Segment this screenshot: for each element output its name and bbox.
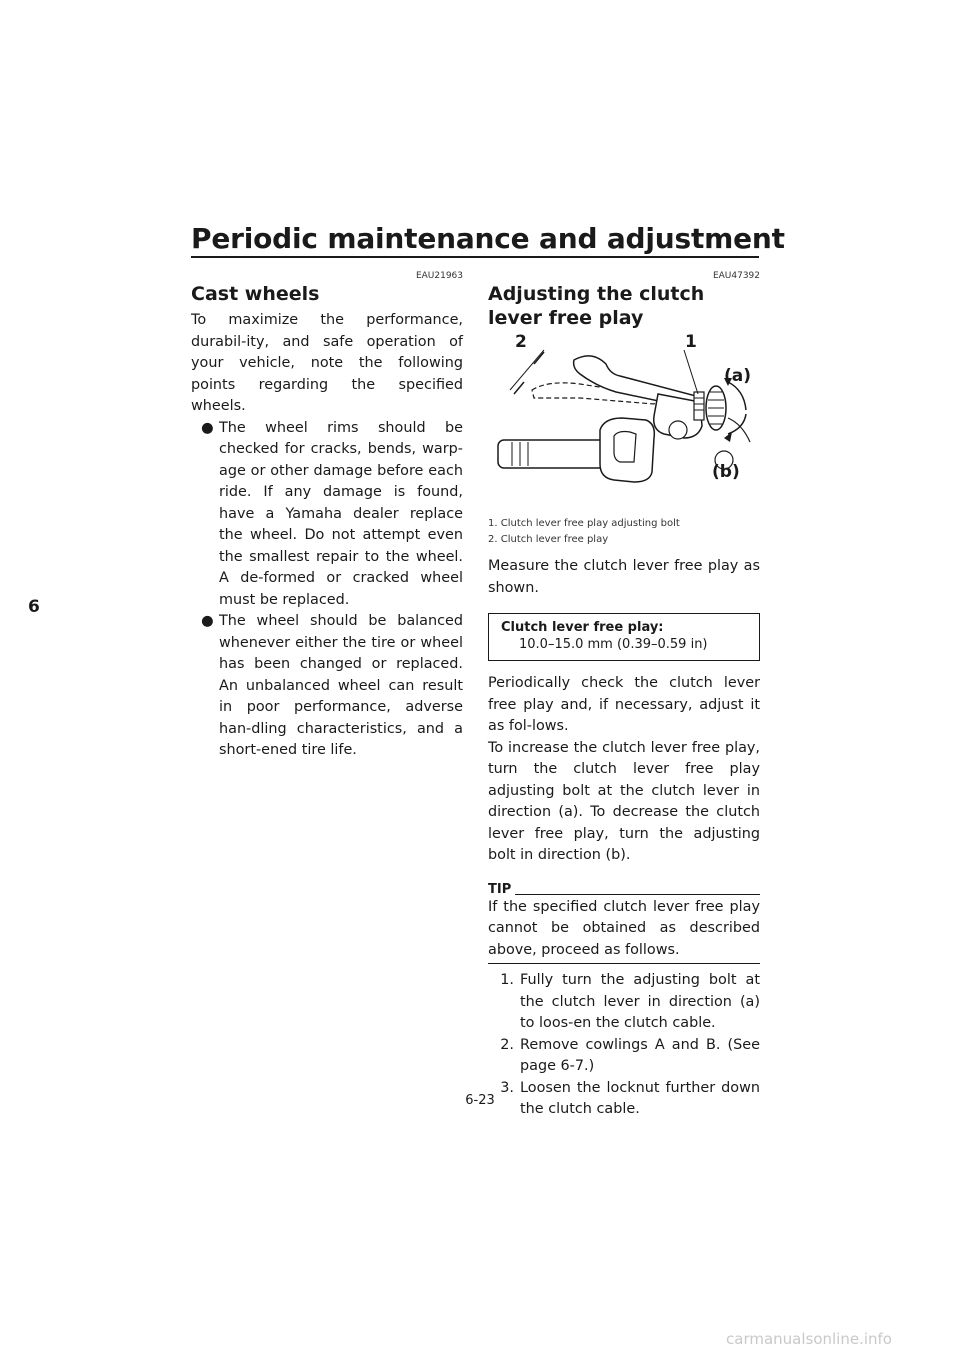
- step-item: [488, 1035, 760, 1078]
- tip-end-rule: [488, 963, 760, 964]
- clutch-lever-figure: [488, 334, 760, 514]
- step-number: 1.: [500, 972, 514, 988]
- callout-b: (b): [712, 462, 740, 482]
- intro-paragraph: To maximize the performance, durabil-ity, and safe operation of your vehicle, note the following points regarding the specified wheels.: [191, 312, 463, 414]
- figure-captions: [488, 516, 760, 548]
- section-code: EAU47392: [712, 271, 760, 281]
- bullet-icon: ●: [201, 613, 214, 629]
- page-title: Periodic maintenance and adjustment: [191, 222, 785, 255]
- step-text: Remove cowlings A and B. (See page 6-7.): [520, 1036, 760, 1074]
- section-heading-clutch: Adjusting the clutch lever free play: [488, 283, 705, 329]
- tip-text: If the specified clutch lever free play cannot be obtained as described above, proceed as follows.: [488, 898, 760, 958]
- tip-rule: [515, 894, 760, 895]
- bullet-text: The wheel should be balanced whenever either the tire or wheel has been changed or replaced. An unbalanced wheel can result in poor performance, adverse han-dling characteristics, and a short-ened tire life.: [219, 613, 463, 758]
- section-heading-cast-wheels: Cast wheels: [191, 283, 320, 305]
- chapter-tab: 6: [28, 597, 40, 617]
- left-column: [191, 270, 463, 762]
- watermark: carmanualsonline.info: [726, 1330, 892, 1348]
- step-text: Loosen the locknut further down the clutch cable.: [520, 1079, 760, 1117]
- spec-box: [488, 613, 760, 661]
- callout-2: 2: [515, 332, 527, 352]
- title-rule: [191, 256, 759, 258]
- caption-item: 1. Clutch lever free play adjusting bolt: [488, 518, 680, 529]
- adjust-paragraph-2: To increase the clutch lever free play, turn the clutch lever free play adjusting bolt at the clutch lever in direction (a). To decrease the clutch lever free play, turn the adjusting bolt in direction (b).: [488, 739, 760, 863]
- bullet-item: [191, 611, 463, 762]
- step-number: 2.: [500, 1036, 514, 1053]
- bullet-text: The wheel rims should be checked for cracks, bends, warp-age or other damage before each ride. If any damage is found, have a Yamaha dealer replace the wheel. Do not attempt even the smallest repair to the wheel. A de-formed or cracked wheel must be replaced.: [219, 419, 463, 608]
- page-number: 6-23: [465, 1093, 495, 1108]
- step-item: [488, 970, 760, 1035]
- bullet-list: [191, 418, 463, 762]
- section-code: EAU21963: [415, 271, 463, 281]
- tip-header: [488, 879, 760, 897]
- caption-item: 2. Clutch lever free play: [488, 534, 609, 545]
- adjust-paragraph-1: Periodically check the clutch lever free play and, if necessary, adjust it as fol-lows.: [488, 675, 760, 734]
- tip-label: TIP: [488, 881, 512, 897]
- spec-label: Clutch lever free play:: [501, 620, 664, 635]
- callout-1: 1: [685, 332, 697, 352]
- callout-a: (a): [724, 366, 752, 386]
- bullet-icon: ●: [201, 419, 214, 436]
- right-column: [488, 270, 760, 1121]
- measure-paragraph: Measure the clutch lever free play as shown.: [488, 558, 760, 596]
- spec-value: 10.0–15.0 mm (0.39–0.59 in): [519, 637, 708, 652]
- step-number: 3.: [500, 1079, 514, 1096]
- step-text: Fully turn the adjusting bolt at the clutch lever in direction (a) to loos-en the clutch cable.: [520, 972, 760, 1031]
- bullet-item: [191, 418, 463, 612]
